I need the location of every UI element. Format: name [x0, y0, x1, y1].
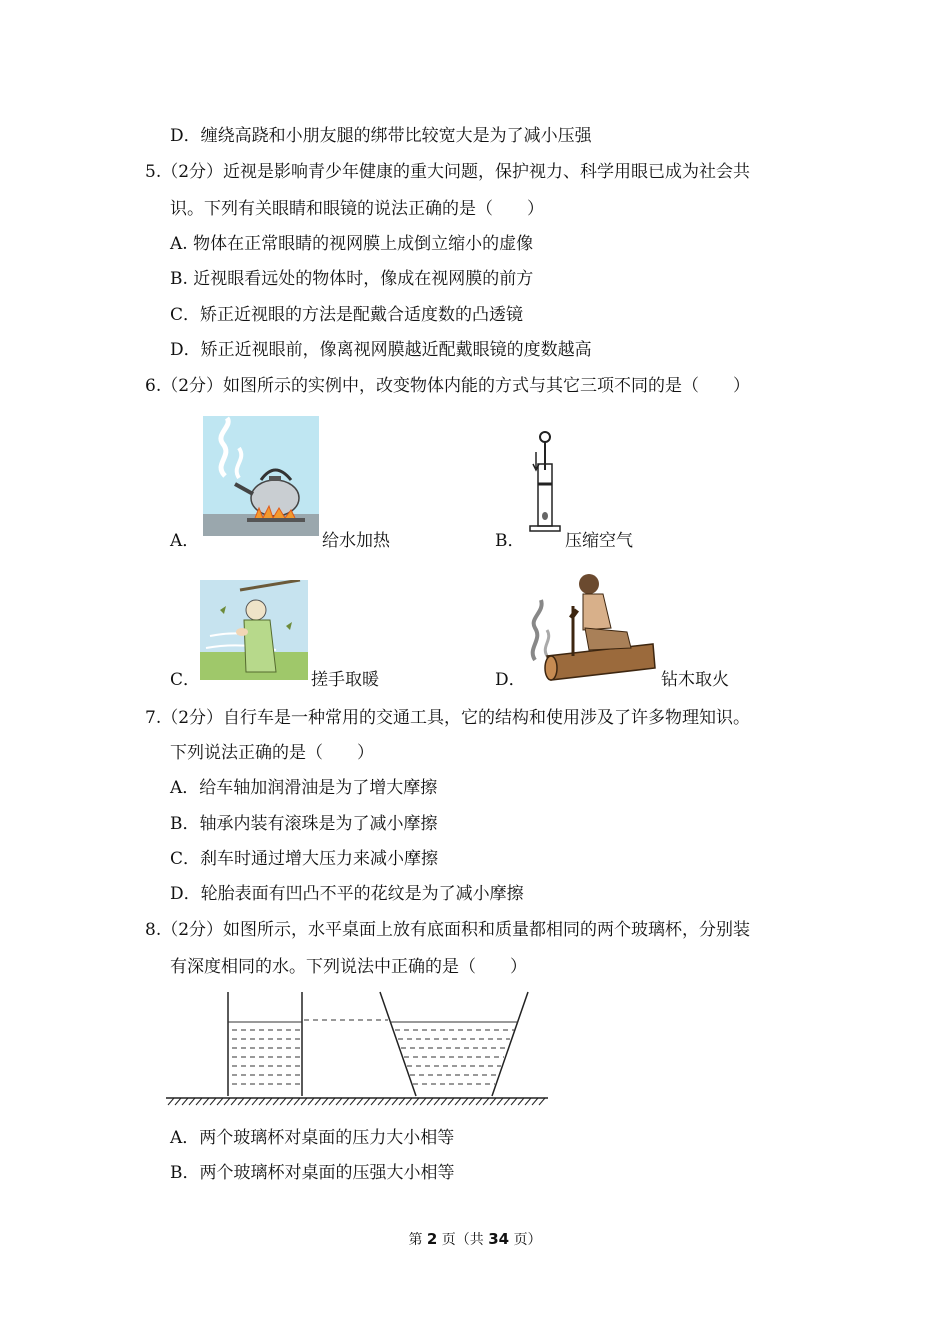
- q7-stem-line1: 7.（2分）自行车是一种常用的交通工具，它的结构和使用涉及了许多物理知识。: [145, 708, 751, 728]
- q7-option-b: B．轴承内装有滚珠是为了减小摩擦: [170, 814, 438, 834]
- two-glasses-diagram: [166, 988, 548, 1108]
- footer-total-pages: 34: [488, 1230, 510, 1248]
- q7-option-d: D．轮胎表面有凹凸不平的花纹是为了减小摩擦: [170, 884, 524, 904]
- q6-option-c-letter: C．: [170, 670, 201, 690]
- rubbing-hands-image: [200, 580, 308, 680]
- footer-prefix: 第: [408, 1232, 423, 1248]
- q5-stem-line1: 5.（2分）近视是影响青少年健康的重大问题，保护视力、科学用眼已成为社会共: [145, 162, 751, 182]
- q5-option-a: A. 物体在正常眼睛的视网膜上成倒立缩小的虚像: [170, 234, 534, 254]
- q6-option-b-letter: B．: [495, 531, 525, 551]
- q7-option-a: A．给车轴加润滑油是为了增大摩擦: [170, 778, 438, 798]
- q6-stem: 6.（2分）如图所示的实例中，改变物体内能的方式与其它三项不同的是（ ）: [145, 376, 751, 396]
- right-glass: [380, 992, 528, 1096]
- q8-option-b: B．两个玻璃杯对桌面的压强大小相等: [170, 1163, 455, 1183]
- q7-option-c: C．刹车时通过增大压力来减小摩擦: [170, 849, 439, 869]
- q5-option-d: D．矫正近视眼前，像离视网膜越近配戴眼镜的度数越高: [170, 340, 592, 360]
- q6-option-a-letter: A．: [170, 531, 200, 551]
- q8-stem-line2: 有深度相同的水。下列说法中正确的是（ ）: [170, 957, 527, 977]
- drilling-wood-fire-image: [527, 570, 657, 684]
- q6-option-b-caption: 压缩空气: [565, 531, 633, 551]
- footer-page-number: 2: [426, 1230, 438, 1248]
- q8-stem-line1: 8.（2分）如图所示，水平桌面上放有底面积和质量都相同的两个玻璃杯，分别装: [145, 920, 751, 940]
- q6-option-d-caption: 钻木取火: [661, 670, 729, 690]
- page-footer: [0, 1229, 950, 1250]
- q6-option-c-caption: 搓手取暖: [311, 670, 379, 690]
- q5-stem-line2: 识。下列有关眼睛和眼镜的说法正确的是（ ）: [170, 199, 544, 219]
- q5-option-b: B. 近视眼看远处的物体时，像成在视网膜的前方: [170, 269, 534, 289]
- q7-stem-line2: 下列说法正确的是（ ）: [170, 743, 374, 763]
- q5-option-c: C．矫正近视眼的方法是配戴合适度数的凸透镜: [170, 305, 524, 325]
- footer-suffix: 页）: [513, 1232, 542, 1248]
- left-glass: [228, 992, 302, 1096]
- kettle-heating-image: [203, 416, 319, 536]
- q6-option-d-letter: D．: [495, 670, 526, 690]
- q8-option-a: A．两个玻璃杯对桌面的压力大小相等: [170, 1128, 455, 1148]
- air-compression-image: [528, 430, 562, 542]
- footer-mid: 页（共: [441, 1232, 484, 1248]
- q6-option-a-caption: 给水加热: [322, 531, 390, 551]
- q4-option-d: D．缠绕高跷和小朋友腿的绑带比较宽大是为了减小压强: [170, 126, 592, 146]
